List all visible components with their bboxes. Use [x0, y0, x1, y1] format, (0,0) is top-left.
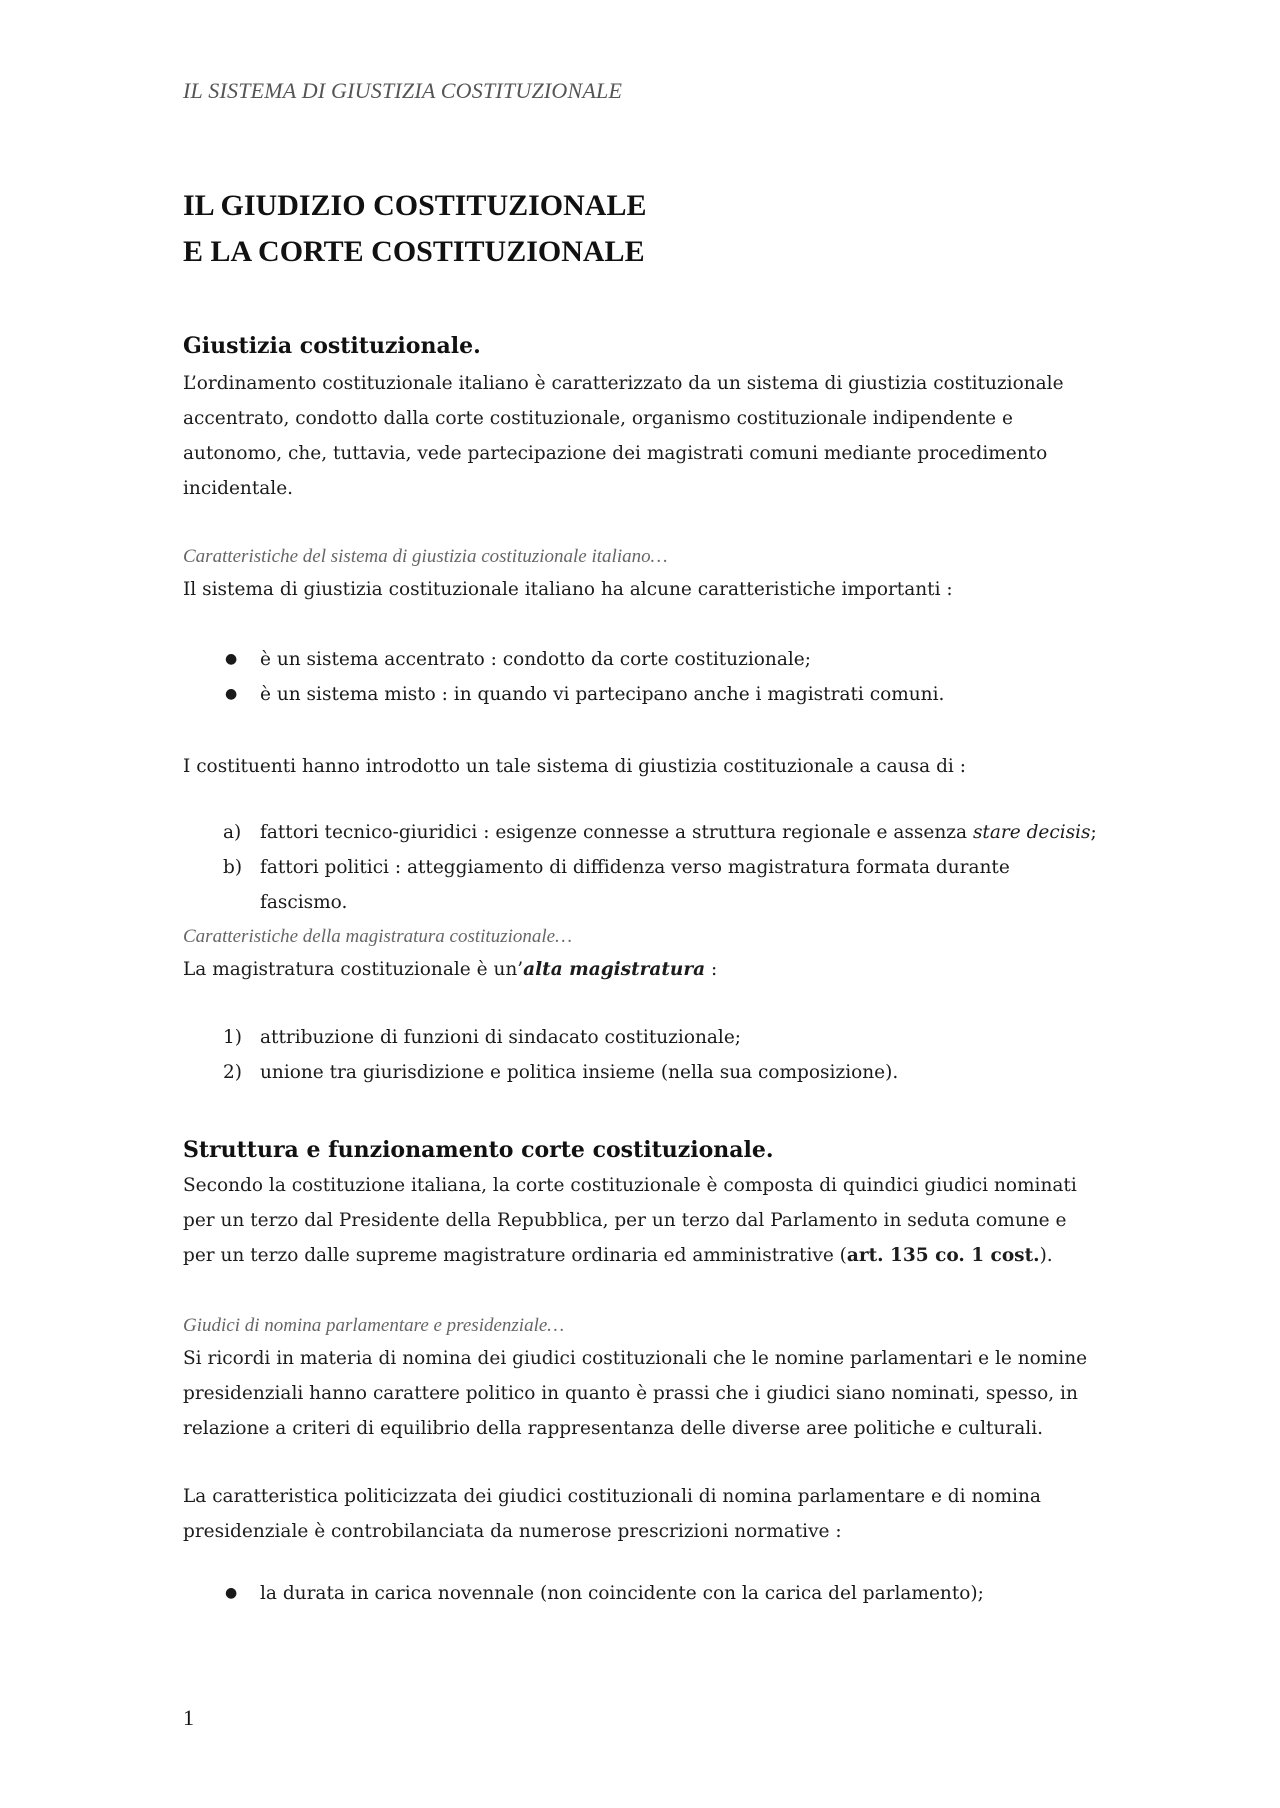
paragraph: Secondo la costituzione italiana, la corte costituzionale è composta di quindici giudici nominati per un terzo dal Presidente della Repubblica, per un terzo dal Parlamento in seduta comune e per un terzo dalle supreme magistrature ordinaria ed amministrative (art. 135 co. 1 cost.).	[183, 1175, 1077, 1266]
bullet-list	[183, 1576, 1103, 1611]
subheading: Caratteristiche della magistratura costituzionale…	[183, 926, 572, 947]
subsection-magistratura	[183, 923, 1103, 987]
paragraph: Il sistema di giustizia costituzionale italiano ha alcune caratteristiche importanti :	[183, 579, 953, 600]
list-item: ● è un sistema accentrato : condotto da corte costituzionale;	[183, 642, 1103, 677]
title-line-2: E LA CORTE COSTITUZIONALE	[183, 235, 645, 268]
running-header: IL SISTEMA DI GIUSTIZIA COSTITUZIONALE	[183, 78, 623, 103]
paragraph: L’ordinamento costituzionale italiano è caratterizzato da un sistema di giustizia costituzionale accentrato, condotto dalla corte costituzionale, organismo costituzionale indipendente e autonomo, che, tuttavia, vede partecipazione dei magistrati comuni mediante procedimento incidentale.	[183, 373, 1064, 499]
list-item: ● la durata in carica novennale (non coincidente con la carica del parlamento);	[183, 1576, 1103, 1611]
paragraph: La caratteristica politicizzata dei giudici costituzionali di nomina parlamentare e di nomina presidenziale è controbilanciata da numerose prescrizioni normative :	[183, 1486, 1041, 1542]
lettered-list	[183, 815, 1103, 920]
section-2	[183, 1134, 1103, 1273]
subheading: Caratteristiche del sistema di giustizia costituzionale italiano…	[183, 546, 668, 567]
numbered-list	[183, 1020, 1103, 1090]
subheading: Giudici di nomina parlamentare e presidenziale…	[183, 1315, 565, 1336]
paragraph: Si ricordi in materia di nomina dei giudici costituzionali che le nomine parlamentari e le nomine presidenziali hanno carattere politico in quanto è prassi che i giudici siano nominati, spesso, in relazione a criteri di equilibrio della rappresentanza delle diverse aree politiche e culturali.	[183, 1348, 1088, 1439]
section-1	[183, 330, 1103, 506]
bullet-icon: ●	[225, 1585, 238, 1601]
title-line-1: IL GIUDIZIO COSTITUZIONALE	[183, 189, 647, 222]
section-heading: Struttura e funzionamento corte costituzionale.	[183, 1137, 774, 1163]
subsection-giudici	[183, 1312, 1103, 1446]
page-title	[183, 183, 646, 275]
list-item: ● è un sistema misto : in quando vi partecipano anche i magistrati comuni.	[183, 677, 1103, 712]
list-item: b) fattori politici : atteggiamento di diffidenza verso magistratura formata durante fascismo.	[223, 857, 1010, 913]
list-item: a) fattori tecnico-giuridici : esigenze connesse a struttura regionale e assenza stare decisis;	[223, 822, 1097, 843]
list-item: 2) unione tra giurisdizione e politica insieme (nella sua composizione).	[223, 1062, 899, 1083]
bullet-icon: ●	[225, 686, 238, 702]
bullet-icon: ●	[225, 651, 238, 667]
page-number: 1	[183, 1705, 194, 1730]
paragraph: I costituenti hanno introdotto un tale sistema di giustizia costituzionale a causa di :	[183, 756, 966, 777]
list-item: 1) attribuzione di funzioni di sindacato costituzionale;	[223, 1027, 742, 1048]
bullet-list	[183, 642, 1103, 712]
subsection-characteristics	[183, 543, 1103, 607]
paragraph-block	[183, 749, 1103, 784]
paragraph-block	[183, 1479, 1103, 1549]
section-heading: Giustizia costituzionale.	[183, 333, 481, 359]
paragraph: La magistratura costituzionale è un’alta magistratura :	[183, 959, 718, 980]
